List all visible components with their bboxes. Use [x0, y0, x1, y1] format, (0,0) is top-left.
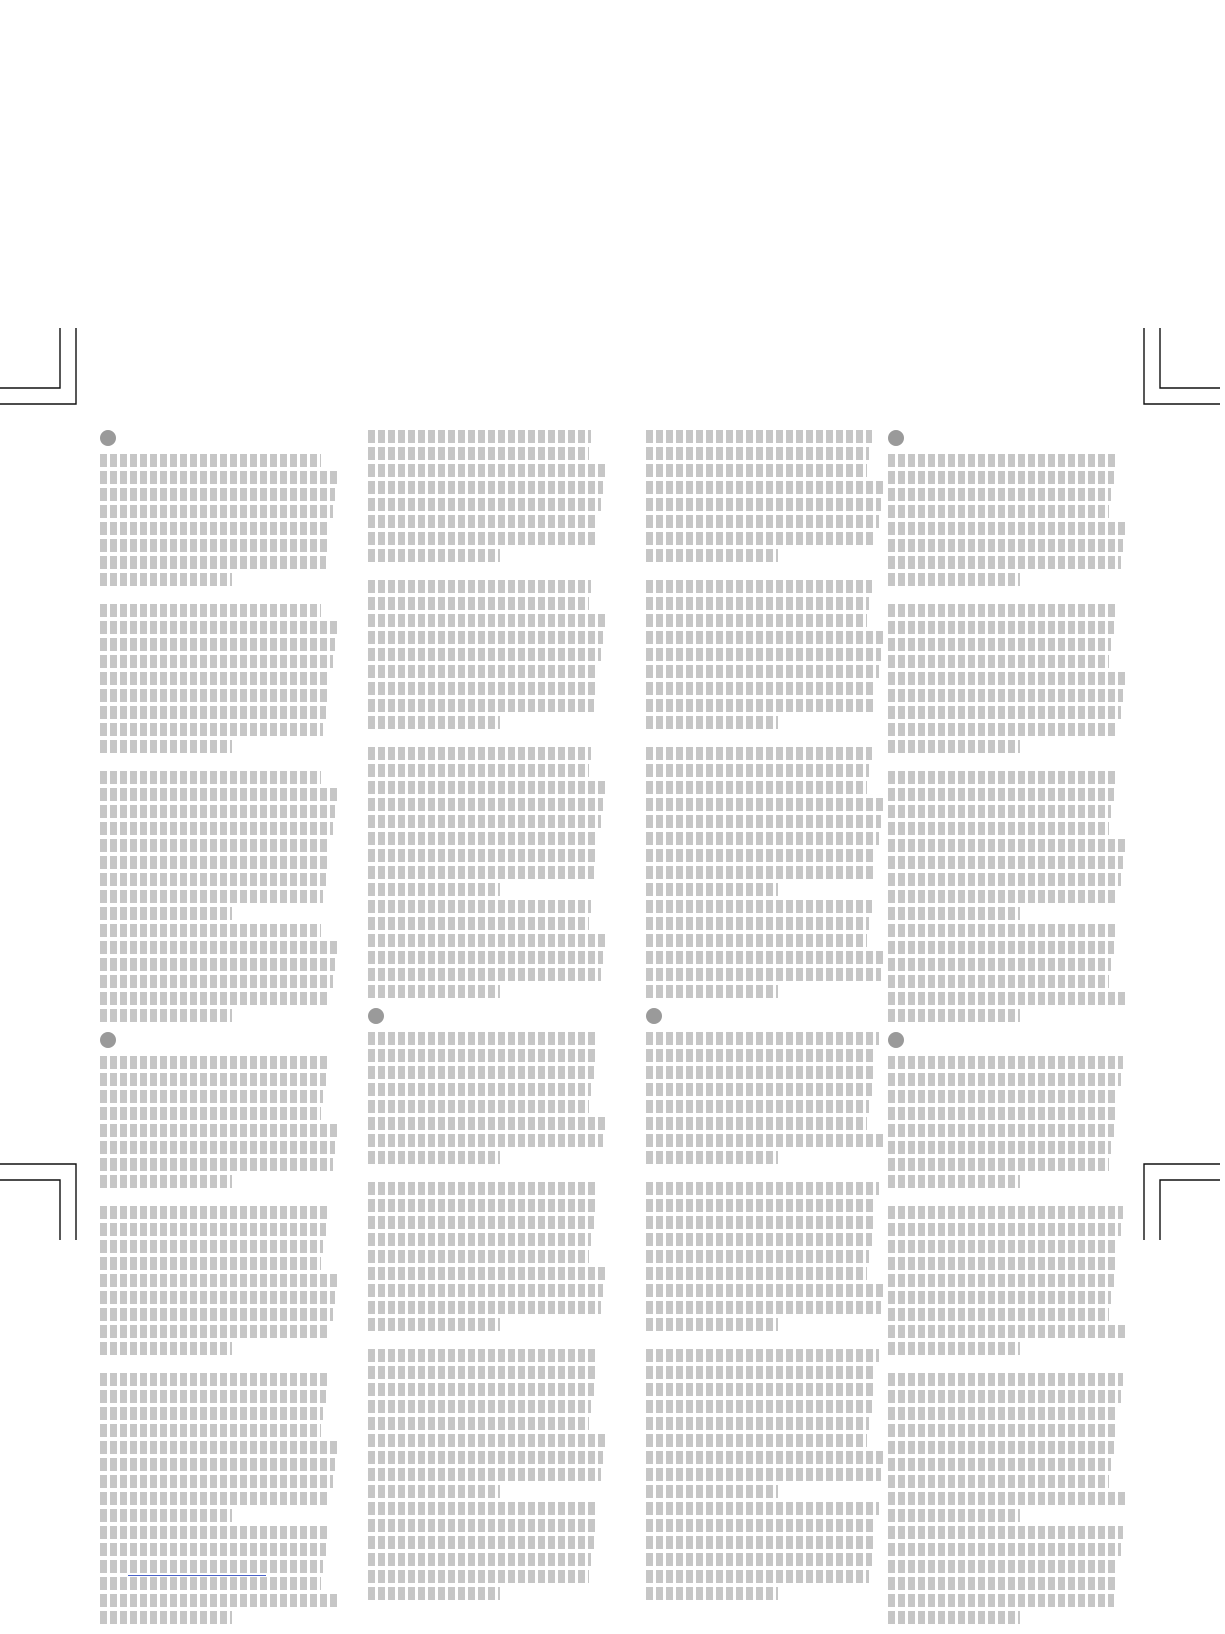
text-line: [646, 781, 867, 794]
text-line: [100, 604, 321, 617]
text-line: [368, 1216, 594, 1229]
text-line: [368, 985, 500, 998]
text-line: [100, 1492, 330, 1505]
text-section: [888, 430, 1128, 1022]
text-line: [888, 1107, 1116, 1120]
text-line: [368, 917, 589, 930]
section-marker: [888, 1032, 904, 1048]
text-column-3: [646, 430, 886, 1610]
text-line: [646, 1233, 872, 1246]
text-line: [100, 621, 338, 634]
text-line: [100, 1308, 333, 1321]
text-line: [368, 665, 598, 678]
paragraph-gap: [368, 1335, 608, 1349]
text-line: [100, 1458, 335, 1471]
text-line: [888, 1240, 1118, 1253]
paragraph-gap: [100, 757, 340, 771]
text-line: [368, 1117, 606, 1130]
text-line: [100, 788, 338, 801]
text-line: [646, 1417, 869, 1430]
text-line: [100, 1526, 328, 1539]
text-line: [888, 1073, 1121, 1086]
text-line: [100, 1240, 323, 1253]
text-line: [100, 1594, 338, 1607]
text-line: [646, 682, 876, 695]
text-line: [100, 992, 330, 1005]
text-line: [368, 464, 606, 477]
text-line: [100, 1543, 326, 1556]
text-line: [100, 1611, 232, 1624]
text-line: [646, 849, 876, 862]
text-line: [368, 1536, 594, 1549]
text-line: [888, 1274, 1114, 1287]
text-line: [646, 430, 872, 443]
text-line: [100, 573, 232, 586]
text-line: [100, 1373, 328, 1386]
text-line: [646, 1536, 874, 1549]
text-line: [646, 1250, 869, 1263]
text-line: [646, 614, 867, 627]
text-line: [888, 992, 1126, 1005]
text-line: [100, 1107, 321, 1120]
text-line: [100, 822, 333, 835]
text-line: [888, 1009, 1020, 1022]
text-line: [888, 1308, 1109, 1321]
text-line: [646, 1349, 879, 1362]
text-line: [888, 655, 1109, 668]
text-line: [100, 1009, 232, 1022]
text-line: [100, 1441, 338, 1454]
text-line: [888, 1158, 1109, 1171]
text-line: [888, 454, 1116, 467]
text-line: [100, 771, 321, 784]
text-line: [646, 1366, 876, 1379]
text-line: [100, 1560, 323, 1573]
text-line: [368, 1349, 598, 1362]
text-line: [100, 471, 338, 484]
text-line: [368, 580, 591, 593]
text-line: [888, 873, 1121, 886]
text-line: [368, 631, 603, 644]
text-line: [646, 716, 778, 729]
paragraph-gap: [646, 1168, 886, 1182]
crop-mark-top-left: [0, 328, 80, 408]
text-line: [368, 532, 596, 545]
text-line: [888, 1090, 1118, 1103]
text-line: [368, 1301, 601, 1314]
text-line: [368, 866, 594, 879]
text-line: [100, 1223, 326, 1236]
text-line: [646, 665, 879, 678]
text-line: [368, 1032, 598, 1045]
text-line: [100, 941, 338, 954]
text-line: [888, 539, 1123, 552]
text-line: [888, 1458, 1111, 1471]
text-line: [888, 522, 1126, 535]
text-line: [100, 1124, 338, 1137]
text-line: [100, 723, 323, 736]
text-section: [888, 1032, 1128, 1624]
text-line: [100, 1342, 232, 1355]
text-line: [368, 447, 589, 460]
section-marker: [646, 1008, 662, 1024]
text-line: [368, 951, 603, 964]
text-line: [646, 747, 872, 760]
text-line: [100, 1325, 330, 1338]
text-line: [646, 1451, 884, 1464]
text-line: [888, 856, 1123, 869]
text-line: [368, 1468, 601, 1481]
text-line: [368, 883, 500, 896]
text-line: [100, 890, 323, 903]
text-line: [100, 740, 232, 753]
text-section: [646, 430, 886, 998]
text-line: [888, 1056, 1123, 1069]
text-line: [888, 706, 1121, 719]
text-line: [646, 1502, 879, 1515]
text-section: [368, 1008, 608, 1600]
text-line: [100, 856, 328, 869]
text-line: [368, 849, 596, 862]
text-line: [100, 689, 328, 702]
text-line: [888, 958, 1111, 971]
crop-mark-top-right: [1140, 328, 1220, 408]
text-line: [888, 1175, 1020, 1188]
text-line: [100, 958, 335, 971]
text-line: [646, 1032, 879, 1045]
text-section: [646, 1008, 886, 1600]
text-line: [646, 1570, 869, 1583]
text-line: [646, 1117, 867, 1130]
text-line: [368, 1151, 500, 1164]
text-line: [646, 1434, 867, 1447]
text-line: [368, 682, 596, 695]
paragraph-gap: [368, 1168, 608, 1182]
text-line: [888, 689, 1123, 702]
text-line: [368, 1318, 500, 1331]
paragraph-gap: [888, 590, 1128, 604]
text-line: [368, 1250, 589, 1263]
text-line: [646, 580, 872, 593]
text-line: [888, 556, 1121, 569]
section-marker: [100, 1032, 116, 1048]
text-line: [646, 764, 869, 777]
text-line: [888, 1390, 1121, 1403]
text-line: [888, 1594, 1114, 1607]
text-line: [646, 532, 876, 545]
text-line: [100, 1206, 328, 1219]
text-line: [646, 1151, 778, 1164]
text-line: [646, 1587, 778, 1600]
text-line: [368, 1066, 594, 1079]
text-line: [646, 883, 778, 896]
text-line: [368, 1519, 596, 1532]
text-line: [888, 638, 1111, 651]
text-line: [888, 505, 1109, 518]
text-line: [888, 471, 1114, 484]
text-line: [368, 1434, 606, 1447]
text-line: [100, 505, 333, 518]
text-line: [368, 1485, 500, 1498]
text-line: [888, 488, 1111, 501]
text-line: [646, 900, 872, 913]
text-line: [646, 1468, 881, 1481]
text-line: [646, 968, 881, 981]
text-line: [100, 1424, 321, 1437]
text-line: [100, 805, 335, 818]
text-line: [646, 1553, 872, 1566]
text-line: [368, 1400, 591, 1413]
text-line: [646, 832, 879, 845]
text-line: [888, 1509, 1020, 1522]
text-line: [368, 1284, 603, 1297]
text-line: [888, 890, 1118, 903]
text-line: [646, 1199, 876, 1212]
text-line: [646, 815, 881, 828]
text-line: [368, 1570, 589, 1583]
text-line: [100, 556, 326, 569]
text-line: [368, 781, 606, 794]
text-line: [368, 699, 594, 712]
text-line: [100, 1257, 321, 1270]
text-line: [888, 723, 1118, 736]
text-line: [100, 1509, 232, 1522]
text-line: [888, 740, 1020, 753]
text-section: [368, 430, 608, 998]
text-line: [888, 839, 1126, 852]
text-line: [368, 798, 603, 811]
text-line: [368, 1451, 603, 1464]
text-line: [100, 539, 328, 552]
bottom-rule: [128, 1575, 266, 1576]
text-line: [100, 488, 335, 501]
text-column-2: [368, 430, 608, 1610]
text-line: [368, 1502, 598, 1515]
text-section: [100, 430, 340, 1022]
section-marker: [100, 430, 116, 446]
text-line: [646, 481, 884, 494]
text-line: [100, 672, 330, 685]
text-line: [368, 1100, 589, 1113]
text-line: [646, 1400, 872, 1413]
text-line: [888, 788, 1114, 801]
text-line: [368, 1366, 596, 1379]
text-line: [100, 522, 330, 535]
text-line: [100, 1390, 326, 1403]
text-line: [646, 464, 867, 477]
text-line: [100, 924, 321, 937]
text-line: [646, 1049, 876, 1062]
text-line: [888, 1206, 1123, 1219]
text-line: [368, 1182, 598, 1195]
text-line: [368, 1553, 591, 1566]
text-line: [100, 638, 335, 651]
section-marker: [888, 430, 904, 446]
text-column-1: [100, 430, 340, 1634]
text-line: [368, 716, 500, 729]
text-line: [888, 1611, 1020, 1624]
text-line: [888, 822, 1109, 835]
text-line: [368, 1233, 591, 1246]
paragraph-gap: [888, 1192, 1128, 1206]
paragraph-gap: [100, 1192, 340, 1206]
text-line: [888, 1424, 1116, 1437]
paragraph-gap: [888, 1359, 1128, 1373]
text-line: [646, 917, 869, 930]
text-line: [888, 604, 1116, 617]
text-line: [888, 1325, 1126, 1338]
paragraph-gap: [646, 733, 886, 747]
text-line: [368, 1049, 596, 1062]
text-section: [100, 1032, 340, 1624]
text-line: [368, 614, 606, 627]
text-line: [100, 1407, 323, 1420]
text-line: [368, 515, 598, 528]
text-line: [646, 631, 884, 644]
text-line: [888, 907, 1020, 920]
paragraph-gap: [888, 757, 1128, 771]
text-line: [888, 1526, 1123, 1539]
text-line: [646, 1100, 869, 1113]
text-column-4: [888, 430, 1128, 1634]
paragraph-gap: [368, 566, 608, 580]
text-line: [888, 1373, 1123, 1386]
text-line: [646, 934, 867, 947]
text-line: [646, 648, 881, 661]
text-line: [888, 1291, 1111, 1304]
text-line: [368, 747, 591, 760]
text-line: [100, 873, 326, 886]
text-line: [888, 805, 1111, 818]
text-line: [646, 1383, 874, 1396]
text-line: [100, 1073, 326, 1086]
text-line: [888, 771, 1116, 784]
paragraph-gap: [100, 590, 340, 604]
text-line: [100, 1141, 335, 1154]
text-line: [646, 597, 869, 610]
text-line: [368, 648, 601, 661]
text-line: [100, 1090, 323, 1103]
text-line: [888, 1342, 1020, 1355]
text-line: [646, 1134, 884, 1147]
text-line: [646, 1284, 884, 1297]
text-line: [888, 1492, 1126, 1505]
text-line: [100, 1056, 328, 1069]
text-line: [888, 941, 1114, 954]
text-line: [646, 1267, 867, 1280]
text-line: [646, 498, 881, 511]
text-line: [888, 1560, 1118, 1573]
text-line: [368, 481, 603, 494]
text-line: [646, 1083, 872, 1096]
text-line: [888, 1124, 1114, 1137]
text-line: [888, 924, 1116, 937]
text-line: [100, 1158, 333, 1171]
text-line: [646, 447, 869, 460]
paragraph-gap: [646, 1335, 886, 1349]
text-line: [100, 1475, 333, 1488]
text-line: [368, 968, 601, 981]
text-line: [100, 975, 333, 988]
text-line: [646, 1318, 778, 1331]
paragraph-gap: [368, 733, 608, 747]
text-line: [646, 1066, 874, 1079]
text-line: [100, 839, 330, 852]
text-line: [888, 1407, 1118, 1420]
text-line: [368, 1083, 591, 1096]
crop-mark-bottom-right: [1140, 1160, 1220, 1240]
text-line: [646, 1216, 874, 1229]
text-line: [646, 1301, 881, 1314]
paragraph-gap: [646, 566, 886, 580]
text-line: [646, 985, 778, 998]
text-line: [100, 1274, 338, 1287]
text-line: [368, 1587, 500, 1600]
text-line: [368, 764, 589, 777]
text-line: [646, 866, 874, 879]
text-line: [100, 655, 333, 668]
text-line: [646, 1485, 778, 1498]
text-line: [646, 798, 884, 811]
text-line: [368, 1134, 603, 1147]
text-line: [368, 934, 606, 947]
text-line: [368, 900, 591, 913]
text-line: [368, 815, 601, 828]
text-line: [368, 1199, 596, 1212]
text-line: [100, 907, 232, 920]
text-line: [646, 549, 778, 562]
text-line: [888, 672, 1126, 685]
crop-mark-bottom-left: [0, 1160, 80, 1240]
text-line: [368, 1267, 606, 1280]
text-line: [646, 699, 874, 712]
text-line: [368, 430, 591, 443]
text-line: [368, 498, 601, 511]
text-line: [888, 573, 1020, 586]
text-line: [888, 621, 1114, 634]
text-line: [888, 1441, 1114, 1454]
text-line: [368, 1383, 594, 1396]
text-line: [368, 549, 500, 562]
text-line: [888, 1475, 1109, 1488]
text-line: [888, 1257, 1116, 1270]
text-line: [646, 951, 884, 964]
text-line: [646, 515, 879, 528]
text-line: [100, 454, 321, 467]
text-line: [100, 1175, 232, 1188]
text-line: [888, 1543, 1121, 1556]
text-line: [100, 1577, 321, 1590]
text-line: [888, 1141, 1111, 1154]
text-line: [100, 706, 326, 719]
text-line: [368, 597, 589, 610]
text-line: [888, 1577, 1116, 1590]
section-marker: [368, 1008, 384, 1024]
text-line: [888, 975, 1109, 988]
text-line: [646, 1182, 879, 1195]
text-line: [100, 1291, 335, 1304]
text-line: [368, 832, 598, 845]
text-line: [888, 1223, 1121, 1236]
text-line: [368, 1417, 589, 1430]
paragraph-gap: [100, 1359, 340, 1373]
text-line: [646, 1519, 876, 1532]
